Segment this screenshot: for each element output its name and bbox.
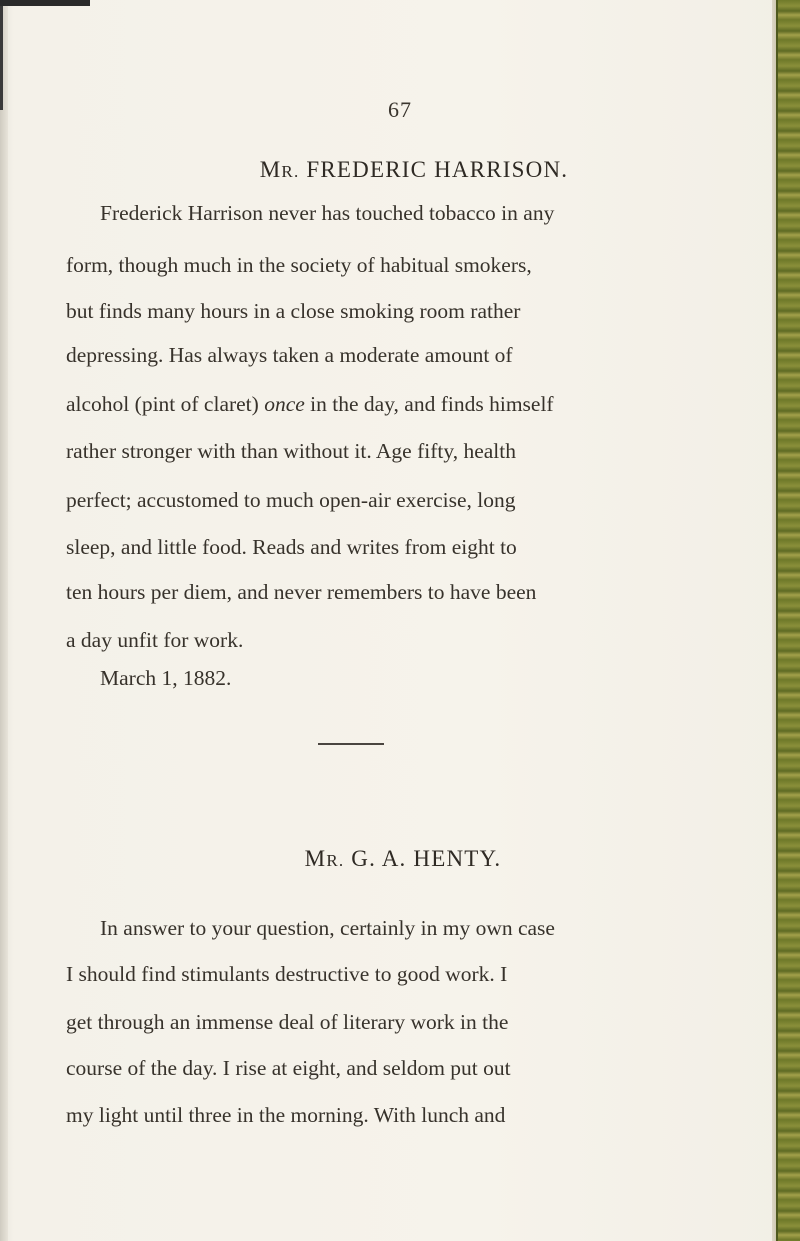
page-corner-mark <box>0 0 3 110</box>
date-line: March 1, 1882. <box>100 666 232 690</box>
text-line: ten hours per diem, and never remembers to have been <box>66 580 537 604</box>
text-line: a day unfit for work. <box>66 628 244 652</box>
heading-name: G. A. HENTY. <box>344 846 502 871</box>
text-line: sleep, and little food. Reads and writes from eight to <box>66 535 517 559</box>
section-divider <box>318 743 384 745</box>
heading-small-caps: R. <box>281 162 300 181</box>
text-line: rather stronger with than without it. Age fifty, health <box>66 439 516 463</box>
section-heading-harrison <box>14 157 800 183</box>
page-top-corner <box>0 0 90 6</box>
text-segment: alcohol (pint of claret) <box>66 392 265 416</box>
text-line: get through an immense deal of literary work in the <box>66 1010 509 1034</box>
text-line: course of the day. I rise at eight, and seldom put out <box>66 1056 511 1080</box>
text-line: Frederick Harrison never has touched tobacco in any <box>100 201 555 225</box>
text-line: In answer to your question, certainly in my own case <box>100 916 555 940</box>
section-heading-henty <box>3 846 800 872</box>
text-line: depressing. Has always taken a moderate amount of <box>66 343 513 367</box>
text-line: form, though much in the society of habitual smokers, <box>66 253 532 277</box>
book-cover-edge <box>776 0 800 1241</box>
text-line: I should find stimulants destructive to good work. I <box>66 962 508 986</box>
heading-name: FREDERIC HARRISON. <box>299 157 569 182</box>
page-number: 67 <box>388 97 412 122</box>
italic-word: once <box>264 392 305 416</box>
page-left-edge <box>0 0 8 1241</box>
text-line: but finds many hours in a close smoking room rather <box>66 299 521 323</box>
heading-initial: M <box>304 846 327 871</box>
text-line-with-italic <box>66 390 671 418</box>
heading-initial: M <box>259 157 282 182</box>
text-line: my light until three in the morning. With lunch and <box>66 1103 506 1127</box>
heading-small-caps: R. <box>326 851 345 870</box>
text-segment: in the day, and finds himself <box>304 392 554 416</box>
text-line: perfect; accustomed to much open-air exercise, long <box>66 488 516 512</box>
